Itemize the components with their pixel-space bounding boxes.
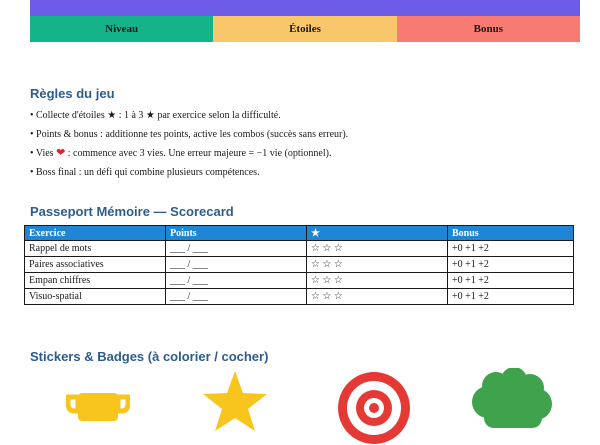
column-header-points: Points — [166, 226, 307, 241]
table-row — [25, 257, 574, 273]
rule-item: • Collecte d'étoiles ★ : 1 à 3 ★ par exercice selon la difficulté. — [30, 110, 281, 121]
banner-top-stripe — [30, 0, 580, 16]
cell-exercise: Paires associatives — [25, 257, 166, 273]
target-icon[interactable] — [337, 371, 411, 445]
table-row — [25, 273, 574, 289]
table-header-row — [25, 226, 574, 241]
table-row — [25, 241, 574, 257]
cell-exercise: Empan chiffres — [25, 273, 166, 289]
star-icon[interactable] — [203, 371, 267, 431]
cell-stars[interactable]: ☆ ☆ ☆ — [307, 289, 448, 305]
rule-item: • Boss final : un défi qui combine plusieurs compétences. — [30, 167, 260, 178]
cell-bonus[interactable]: +0 +1 +2 — [448, 273, 574, 289]
cell-exercise: Visuo-spatial — [25, 289, 166, 305]
cell-stars[interactable]: ☆ ☆ ☆ — [307, 273, 448, 289]
stickers-title: Stickers & Badges (à colorier / cocher) — [30, 349, 269, 364]
cell-points[interactable]: ___ / ___ — [166, 241, 307, 257]
cell-stars[interactable]: ☆ ☆ ☆ — [307, 257, 448, 273]
column-header-bonus: Bonus — [448, 226, 574, 241]
column-header-exercice: Exercice — [25, 226, 166, 241]
cell-points[interactable]: ___ / ___ — [166, 289, 307, 305]
banner-cell-bonus: Bonus — [397, 16, 580, 42]
scorecard-title: Passeport Mémoire — Scorecard — [30, 204, 234, 219]
cell-bonus[interactable]: +0 +1 +2 — [448, 289, 574, 305]
rule-item — [30, 145, 348, 164]
table-row — [25, 289, 574, 305]
cell-exercise: Rappel de mots — [25, 241, 166, 257]
scorecard-table — [24, 225, 574, 305]
cell-bonus[interactable]: +0 +1 +2 — [448, 257, 574, 273]
column-header-stars: ★ — [307, 226, 448, 241]
cell-bonus[interactable]: +0 +1 +2 — [448, 241, 574, 257]
cell-points[interactable]: ___ / ___ — [166, 273, 307, 289]
cell-points[interactable]: ___ / ___ — [166, 257, 307, 273]
badges-row — [0, 365, 600, 425]
rules-title: Règles du jeu — [30, 86, 115, 101]
rule-text: : commence avec 3 vies. Une erreur majeure = −1 vie (optionnel). — [65, 148, 332, 159]
brain-icon[interactable] — [470, 368, 554, 428]
rules-list — [30, 107, 348, 183]
heart-icon: ❤ — [56, 147, 66, 159]
banner-cell-etoiles: Étoiles — [213, 16, 396, 42]
rule-item: • Points & bonus : additionne tes points, active les combos (succès sans erreur). — [30, 129, 349, 140]
rule-text: • Vies — [30, 148, 57, 159]
banner-cell-niveau: Niveau — [30, 16, 213, 42]
cell-stars[interactable]: ☆ ☆ ☆ — [307, 241, 448, 257]
level-banner — [30, 16, 580, 42]
